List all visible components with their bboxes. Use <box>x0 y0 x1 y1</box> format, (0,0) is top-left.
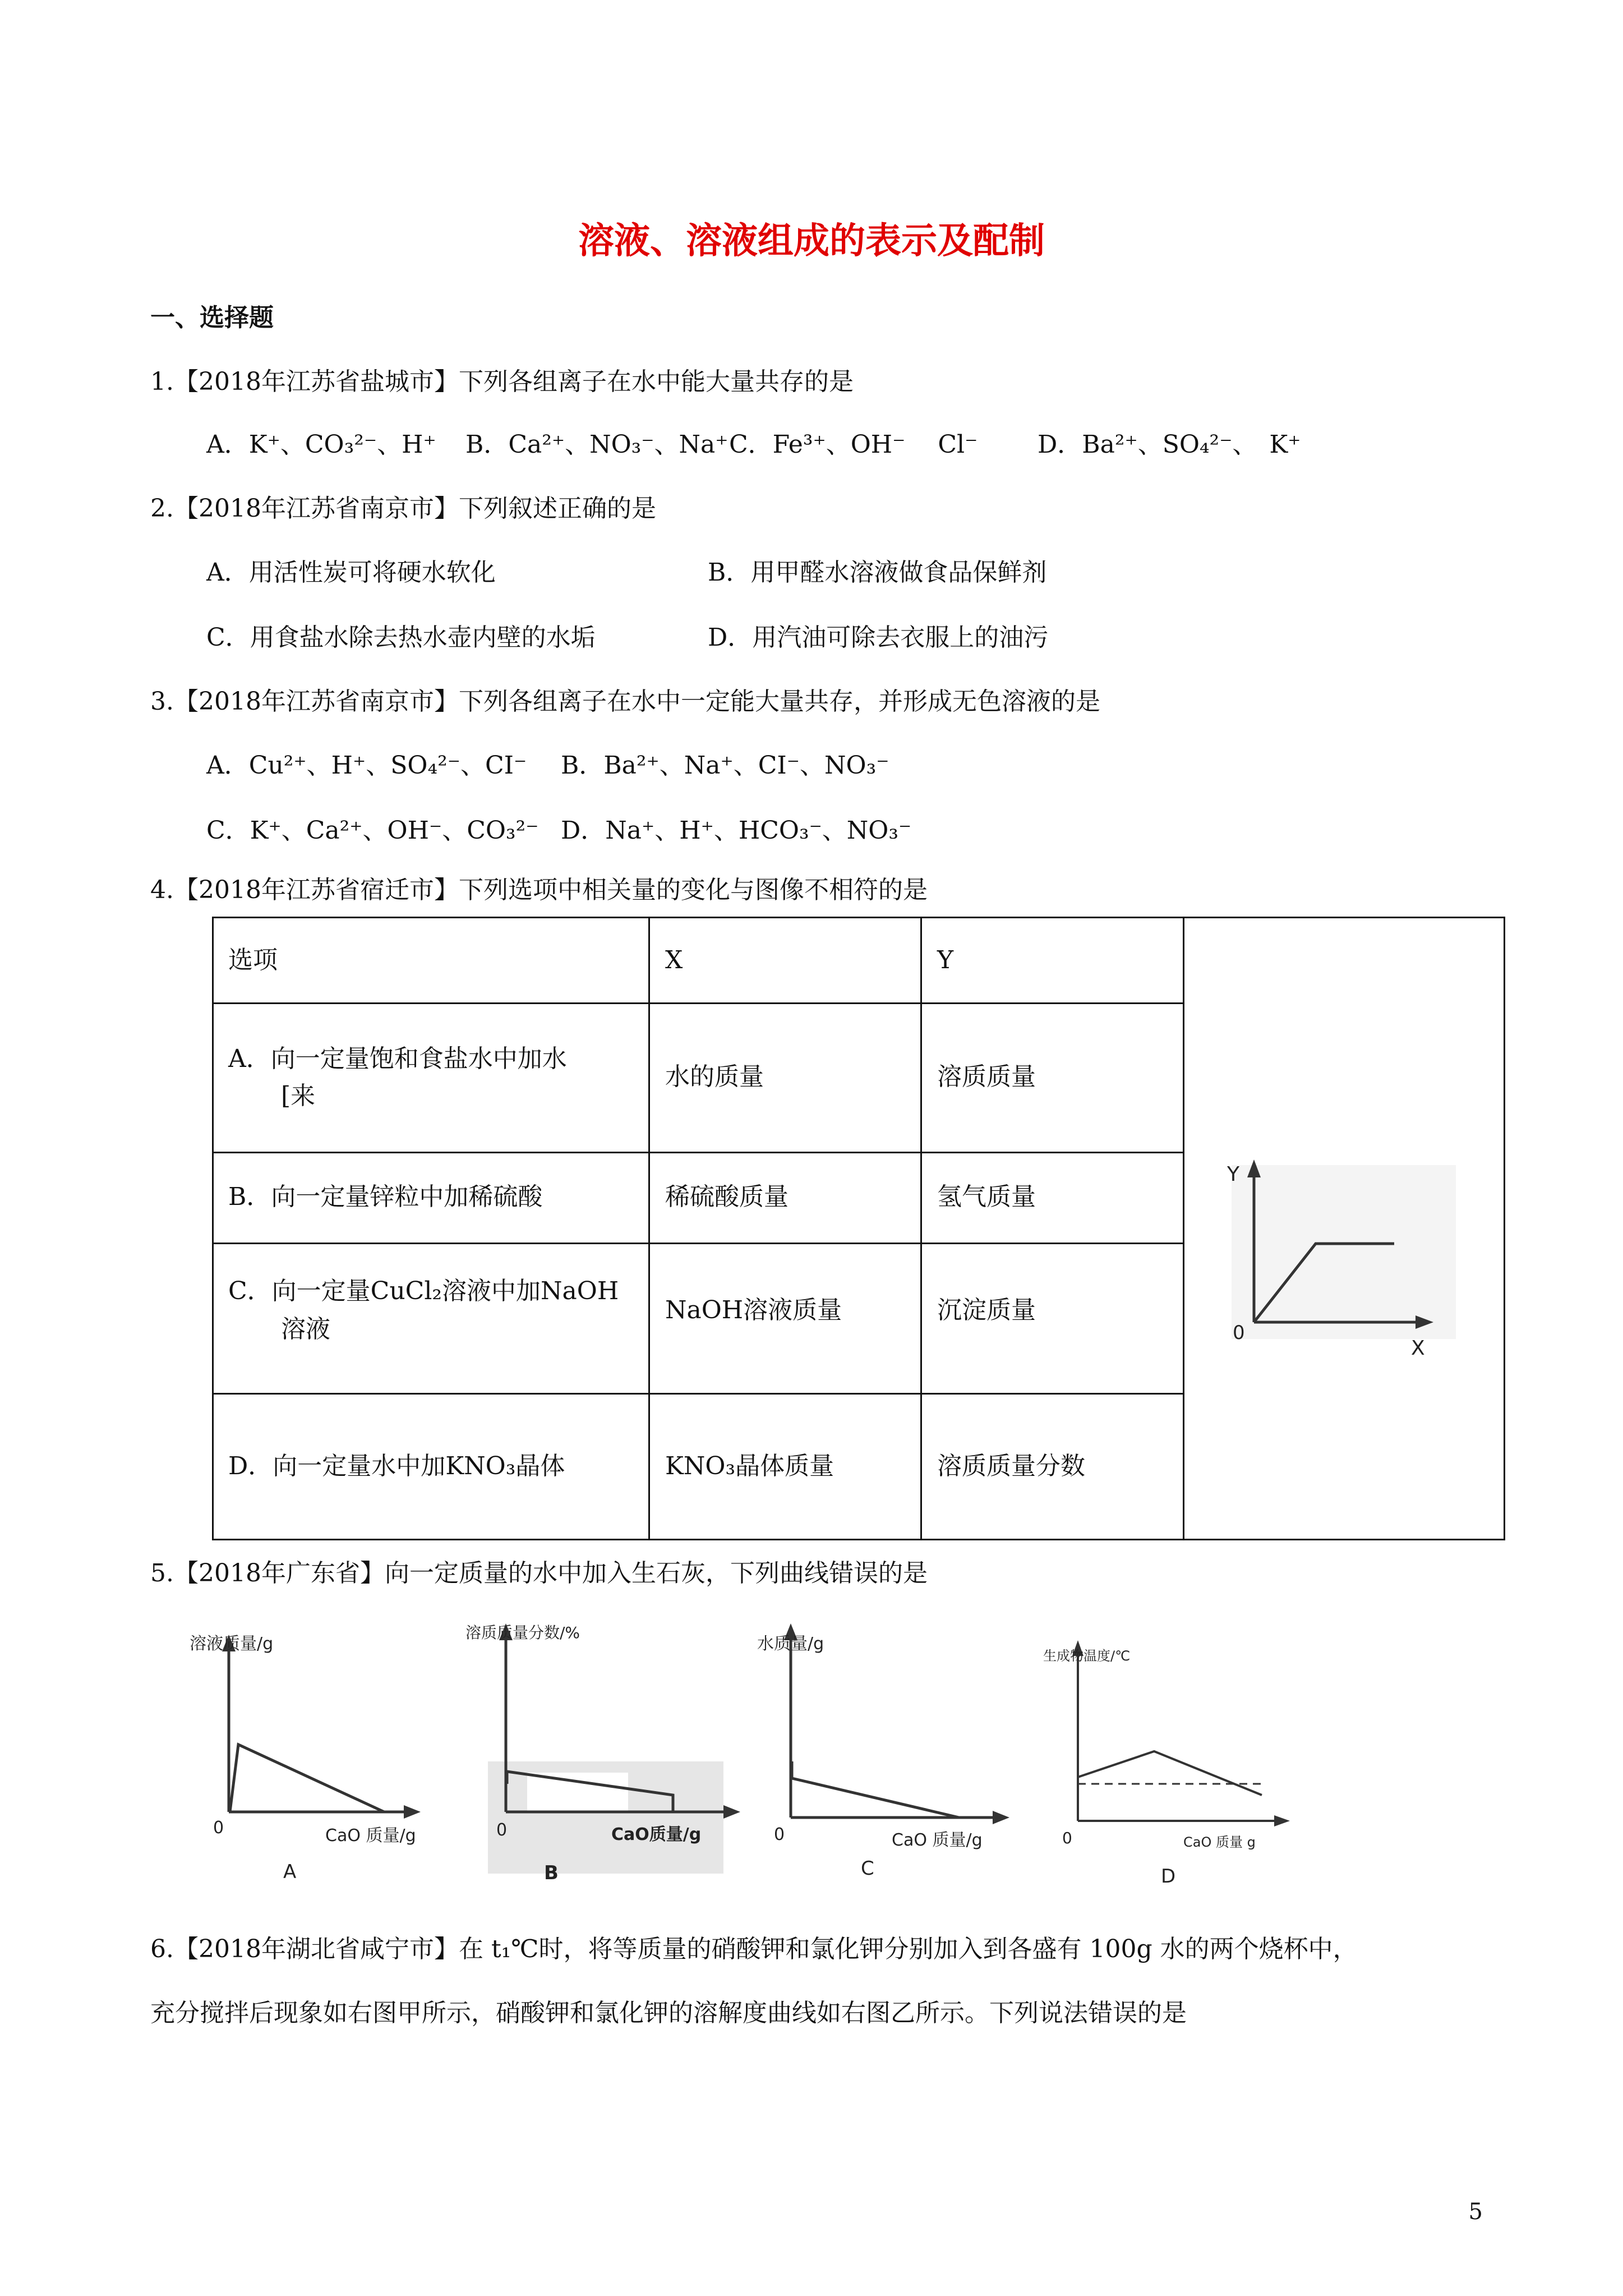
table-row-d-x: KNO₃晶体质量 <box>665 1452 834 1480</box>
q5-c-x-label: CaO 质量/g <box>892 1830 983 1850</box>
question-4-graph <box>1209 1131 1501 1367</box>
table-header-option: 选项 <box>228 946 278 974</box>
question-5-stem: 5.【2018年广东省】向一定质量的水中加入生石灰，下列曲线错误的是 <box>150 1559 928 1588</box>
table-header-x: X <box>665 946 683 974</box>
q3-option-b: B．Ba²⁺、Na⁺、CI⁻、NO₃⁻ <box>561 751 889 780</box>
q5-graph-d <box>1043 1627 1312 1890</box>
q1-option-b: B．Ca²⁺、NO₃⁻、Na⁺ <box>465 430 728 459</box>
table-row-d-option: D．向一定量水中加KNO₃晶体 <box>228 1452 565 1480</box>
q1-option-c: C．Fe³⁺、OH⁻ Cl⁻ <box>729 430 978 459</box>
q3-option-a: A．Cu²⁺、H⁺、SO₄²⁻、CI⁻ <box>206 751 527 780</box>
q5-b-origin: 0 <box>496 1820 508 1840</box>
question-6-line-2: 充分搅拌后现象如右图甲所示，硝酸钾和氯化钾的溶解度曲线如右图乙所示。下列说法错误的是 <box>150 1999 1187 2027</box>
q5-c-origin: 0 <box>774 1825 785 1844</box>
q5-d-y-label: 生成物温度/℃ <box>1043 1648 1131 1664</box>
question-4-table <box>212 917 1505 1540</box>
table-row-d-y: 溶质质量分数 <box>937 1452 1085 1480</box>
table-row-c-option-line2: 溶液 <box>281 1315 330 1343</box>
q5-graph-a <box>185 1627 432 1885</box>
q5-c-letter: C <box>861 1857 874 1880</box>
q5-a-y-label: 溶液质量/g <box>190 1634 274 1654</box>
q5-c-y-label: 水质量/g <box>757 1634 824 1654</box>
table-row-c-option: C．向一定量CuCl₂溶液中加NaOH <box>228 1277 619 1305</box>
table-row-a-option-line2: [来 <box>281 1082 316 1110</box>
question-6-line-1: 6.【2018年湖北省咸宁市】在 t₁℃时，将等质量的硝酸钾和氯化钾分别加入到各盛有 100g 水的两个烧杯中， <box>150 1935 1358 1963</box>
section-heading: 一、选择题 <box>150 303 274 332</box>
graph-origin: 0 <box>1233 1322 1245 1344</box>
page-title: 溶液、溶液组成的表示及配制 <box>578 220 1045 262</box>
graph-y-label: Y <box>1227 1163 1239 1186</box>
q5-b-letter: B <box>544 1862 559 1884</box>
graph-x-label: X <box>1411 1337 1425 1360</box>
q5-a-x-label: CaO 质量/g <box>325 1826 416 1846</box>
table-row-a-x: 水的质量 <box>665 1062 764 1091</box>
question-3-stem: 3.【2018年江苏省南京市】下列各组离子在水中一定能大量共存，并形成无色溶液的是 <box>150 687 1100 716</box>
table-row-c-x: NaOH溶液质量 <box>665 1296 842 1324</box>
q2-option-a: A．用活性炭可将硬水软化 <box>206 558 496 587</box>
q2-option-b: B．用甲醛水溶液做食品保鲜剂 <box>708 558 1047 587</box>
q5-d-letter: D <box>1161 1865 1176 1888</box>
question-4-stem: 4.【2018年江苏省宿迁市】下列选项中相关量的变化与图像不相符的是 <box>150 876 928 904</box>
q5-d-x-label: CaO 质量 g <box>1183 1834 1256 1850</box>
q1-option-a: A．K⁺、CO₃²⁻、H⁺ <box>206 430 436 459</box>
table-row-b-y: 氢气质量 <box>937 1182 1036 1211</box>
table-row-b-x: 稀硫酸质量 <box>665 1182 789 1211</box>
q5-graph-b <box>465 1616 757 1885</box>
page-number: 5 <box>1468 2199 1483 2225</box>
q1-option-d: D．Ba²⁺、SO₄²⁻、 K⁺ <box>1038 430 1301 459</box>
q5-graph-c <box>757 1616 1026 1885</box>
q3-option-d: D．Na⁺、H⁺、HCO₃⁻、NO₃⁻ <box>561 816 912 845</box>
table-row-a-option: A．向一定量饱和食盐水中加水 <box>228 1045 567 1073</box>
q2-option-d: D．用汽油可除去衣服上的油污 <box>708 623 1049 652</box>
question-1-stem: 1.【2018年江苏省盐城市】下列各组离子在水中能大量共存的是 <box>150 367 854 396</box>
q3-option-c: C．K⁺、Ca²⁺、OH⁻、CO₃²⁻ <box>206 816 539 845</box>
q5-a-origin: 0 <box>213 1818 224 1838</box>
q5-b-y-label: 溶质质量分数/% <box>465 1623 580 1642</box>
table-row-c-y: 沉淀质量 <box>937 1296 1036 1324</box>
q5-a-letter: A <box>283 1861 297 1883</box>
question-2-stem: 2.【2018年江苏省南京市】下列叙述正确的是 <box>150 494 656 523</box>
table-row-a-y: 溶质质量 <box>937 1062 1036 1091</box>
q5-d-origin: 0 <box>1062 1829 1072 1847</box>
table-row-b-option: B．向一定量锌粒中加稀硫酸 <box>228 1182 543 1211</box>
q2-option-c: C．用食盐水除去热水壶内壁的水垢 <box>206 623 596 652</box>
q5-b-x-label: CaO质量/g <box>611 1825 702 1844</box>
table-header-y: Y <box>937 946 954 974</box>
